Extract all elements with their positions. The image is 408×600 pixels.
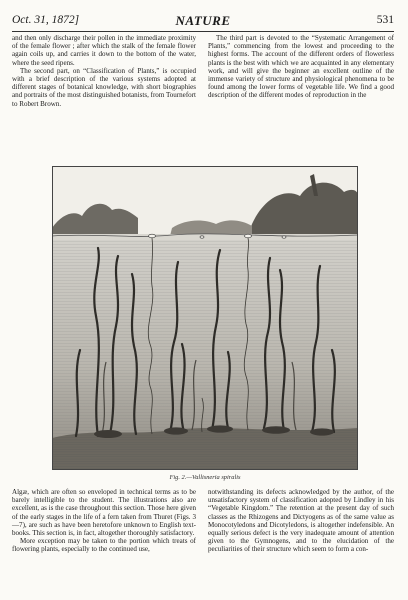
paragraph: and then only discharge their pollen in the immediate proximity of the female flower ; after which the stalk of the female flower again coils up, and carries it down to the bottom of the water, where the seed ripens. bbox=[12, 34, 196, 67]
bottom-left-column bbox=[12, 488, 196, 554]
paragraph: The third part is devoted to the “Systematic Arrangement of Plants,” commencing from the lowest and proceeding to the highest forms. The account of the different orders of flowerless plants is the best with which we are acquainted in any elementary work, and will give the beginner an excellent outline of the immense variety of structure and physiological phenomena to be found among the lower forms of vegetable life. We find a good description of the different modes of reproduction in the bbox=[208, 34, 394, 100]
page-number: 531 bbox=[376, 14, 394, 26]
top-left-column bbox=[12, 34, 196, 108]
top-right-column bbox=[208, 34, 394, 100]
bottom-right-column bbox=[208, 488, 394, 554]
header-rule bbox=[12, 31, 394, 32]
paragraph: More exception may be taken to the portion which treats of flowering plants, especially to the continued use, bbox=[12, 537, 196, 554]
vallisneria-engraving bbox=[52, 166, 358, 470]
running-header bbox=[12, 14, 394, 30]
paragraph: The second part, on “Classification of Plants,” is occupied with a brief description of the various systems adopted at different stages of botanical knowledge, with short biographies and portraits of the most distinguished botanists, from Tournefort to Robert Brown. bbox=[12, 66, 196, 108]
journal-title: NATURE bbox=[175, 13, 231, 28]
paragraph: Algæ, which are often so enveloped in technical terms as to be barely intelligible to the student. The illustrations also are excellent, as is the case throughout this section. Those here given of the early stages in the life of a fern taken from Thuret (Figs. 3—7), are such as have been heretofore unknown to English text-books. This section is, in fact, altogether thoroughly satisfactory. bbox=[12, 488, 196, 538]
figure-caption: Fig. 2.—Vallisneria spiralis bbox=[169, 474, 241, 481]
issue-date: Oct. 31, 1872] bbox=[12, 14, 80, 26]
paragraph: notwithstanding its defects acknowledged by the author, of the unsatisfactory system of classification adopted by Lindley in his “Vegetable Kingdom.” The retention at the present day of such classes as the Rhizogens and Dictyogens as of the same value as Monocotyledons and Dicotyledons, is altogether indefensible. An equally serious defect is the very inadequate amount of attention given to the Gymnogens, and to the elucidation of the peculiarities of their structure which seem to form a con- bbox=[208, 488, 394, 554]
